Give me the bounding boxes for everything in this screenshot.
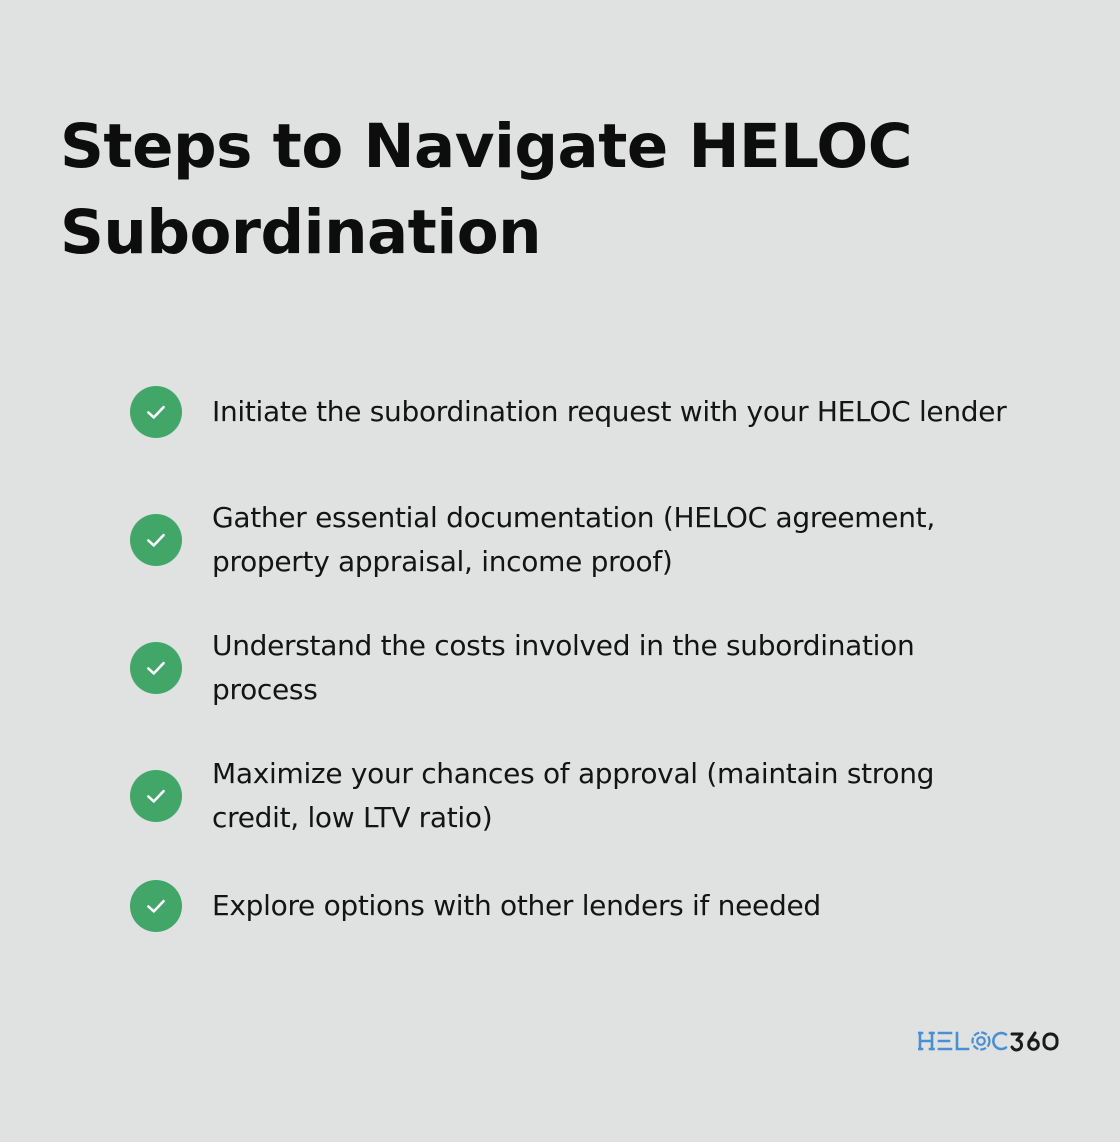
list-item: [130, 752, 1030, 840]
check-icon: [130, 642, 182, 694]
step-text: Maximize your chances of approval (maintain strong credit, low LTV ratio): [212, 757, 935, 834]
list-item: [130, 880, 1030, 932]
page-title: Steps to Navigate HELOC Subordination: [60, 111, 913, 268]
check-icon: [130, 386, 182, 438]
check-icon: [130, 514, 182, 566]
check-icon: [130, 770, 182, 822]
step-text: Understand the costs involved in the subordination process: [212, 629, 915, 706]
step-text: Initiate the subordination request with your HELOC lender: [212, 395, 1007, 428]
heloc360-logo: [918, 1028, 1060, 1054]
step-text: Gather essential documentation (HELOC agreement, property appraisal, income proof): [212, 501, 935, 578]
check-icon: [130, 880, 182, 932]
logo-mark: [918, 1028, 1060, 1054]
step-text: Explore options with other lenders if needed: [212, 889, 821, 922]
list-item: [130, 624, 1030, 712]
list-item: [130, 368, 1030, 456]
list-item: [130, 496, 1030, 584]
